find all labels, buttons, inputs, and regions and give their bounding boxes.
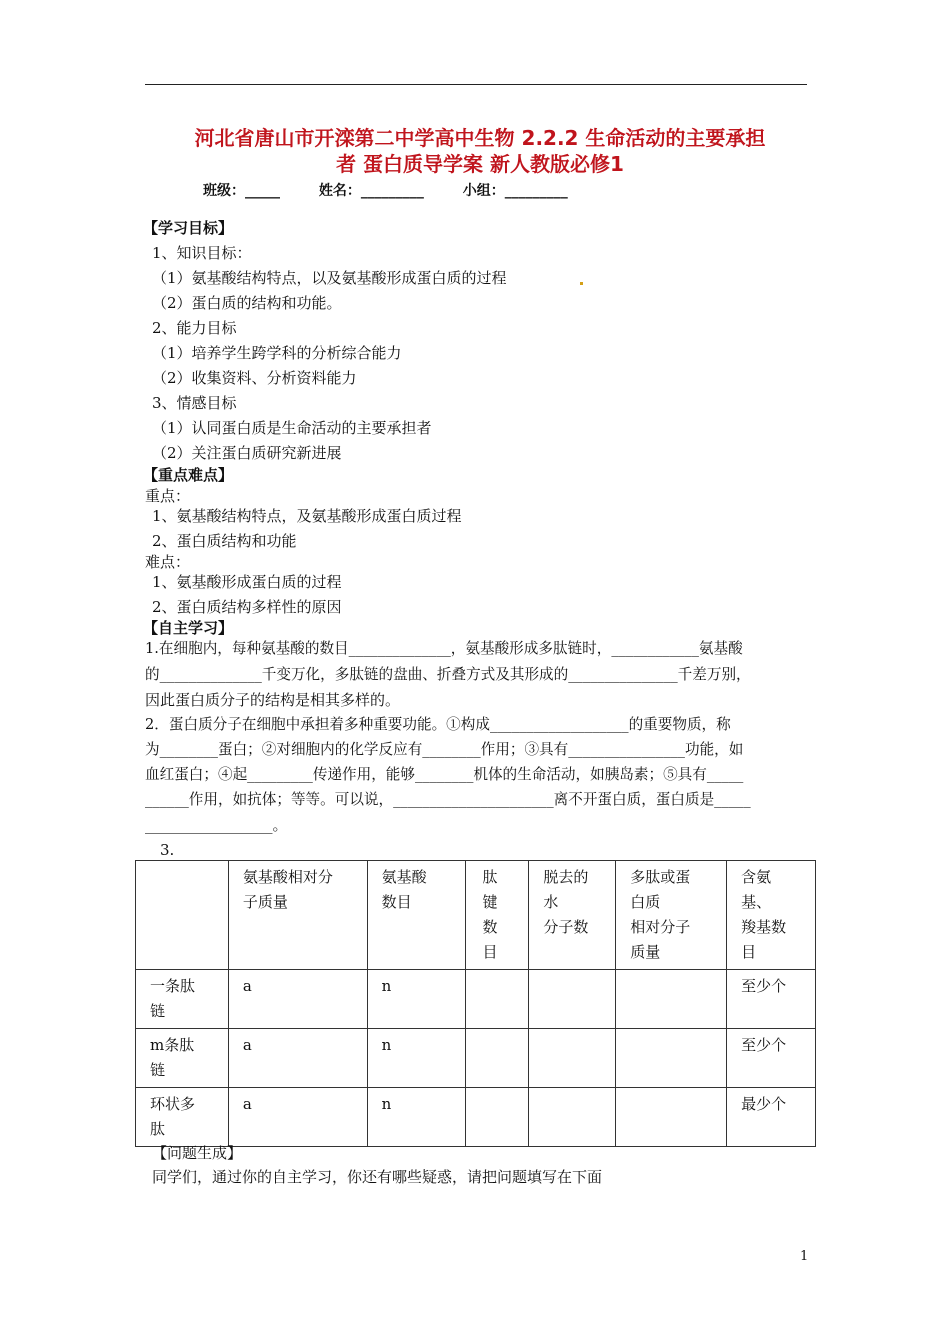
keypoints-line: 难点： [145, 553, 191, 571]
selfstudy-line: 因此蛋白质分子的结构是相其多样的。 [145, 691, 401, 709]
table-header-cell: 含氨 基、 羧基数 目 [727, 861, 816, 970]
table-cell: a [228, 1029, 367, 1088]
table-cell [616, 1088, 727, 1147]
objectives-line: 3、情感目标 [152, 394, 237, 412]
table-cell: n [367, 1088, 466, 1147]
table-row [136, 1029, 816, 1088]
table-header-row [136, 861, 816, 970]
table-cell: 环状多 肽 [136, 1088, 229, 1147]
objectives-heading: 【学习目标】 [143, 219, 234, 237]
top-rule [145, 84, 807, 85]
table-cell: a [228, 1088, 367, 1147]
group-field: 小组：_________ [462, 183, 568, 199]
stray-mark [580, 282, 583, 285]
questions-heading: 【问题生成】 [152, 1144, 243, 1162]
selfstudy-line: 3. [160, 841, 175, 859]
table-header-cell: 氨基酸相对分 子质量 [228, 861, 367, 970]
table-cell: m条肽 链 [136, 1029, 229, 1088]
table-cell: 至少个 [727, 1029, 816, 1088]
keypoints-line: 重点： [145, 487, 191, 505]
table-cell: n [367, 1029, 466, 1088]
selfstudy-line: 为________蛋白；②对细胞内的化学反应有________作用；③具有________________功能，如 [145, 741, 744, 758]
objectives-line: （2）收集资料、分析资料能力 [152, 369, 357, 387]
table-cell [616, 1029, 727, 1088]
objectives-line: （1）培养学生跨学科的分析综合能力 [152, 344, 402, 362]
selfstudy-line: _________________。 [145, 816, 288, 834]
objectives-line: （2）蛋白质的结构和功能。 [152, 294, 342, 312]
selfstudy-heading: 【自主学习】 [143, 619, 234, 637]
table-header-cell: 脱去的 水 分子数 [529, 861, 616, 970]
name-field: 姓名：_________ [318, 183, 424, 199]
table-cell [466, 1029, 529, 1088]
selfstudy-line: 血红蛋白；④起_________传递作用，能够________机体的生命活动，如胰岛素；⑤具有_____ [145, 766, 744, 783]
table-cell: 最少个 [727, 1088, 816, 1147]
table-cell: 一条肽 链 [136, 970, 229, 1029]
selfstudy-line: ______作用，如抗体；等等。可以说，______________________离不开蛋白质，蛋白质是_____ [145, 791, 751, 808]
table-header-cell: 肽 键 数 目 [466, 861, 529, 970]
keypoints-line: 1、氨基酸形成蛋白质的过程 [152, 573, 342, 591]
questions-text: 同学们，通过你的自主学习，你还有哪些疑惑，请把问题填写在下面 [152, 1168, 603, 1186]
keypoints-line: 1、氨基酸结构特点，及氨基酸形成蛋白质过程 [152, 507, 462, 525]
objectives-line: （1）认同蛋白质是生命活动的主要承担者 [152, 419, 432, 437]
keypoints-heading: 【重点难点】 [143, 466, 234, 484]
table-cell [616, 970, 727, 1029]
table-cell: 至少个 [727, 970, 816, 1029]
table-cell [529, 1029, 616, 1088]
table-header-cell [136, 861, 229, 970]
table-cell: a [228, 970, 367, 1029]
class-field: 班级：_____ [203, 183, 280, 199]
table-cell [466, 1088, 529, 1147]
student-info [203, 180, 568, 200]
page-number: 1 [800, 1249, 809, 1264]
table-cell [529, 1088, 616, 1147]
selfstudy-line: 1.在细胞内，每种氨基酸的数目______________，氨基酸形成多肽链时，____________氨基酸 [145, 640, 743, 657]
objectives-line: 1、知识目标： [152, 244, 252, 262]
table-cell: n [367, 970, 466, 1029]
objectives-line: 2、能力目标 [152, 319, 237, 337]
table-header-cell: 多肽或蛋 白质 相对分子 质量 [616, 861, 727, 970]
selfstudy-line: 2．蛋白质分子在细胞中承担着多种重要功能。①构成___________________的重要物质，称 [145, 716, 731, 733]
amino-acid-table [135, 860, 816, 1147]
table-cell [529, 970, 616, 1029]
keypoints-line: 2、蛋白质结构多样性的原因 [152, 598, 342, 616]
objectives-line: （2）关注蛋白质研究新进展 [152, 444, 342, 462]
doc-title-line1: 河北省唐山市开滦第二中学高中生物 2.2.2 生命活动的主要承担 [194, 126, 766, 150]
keypoints-line: 2、蛋白质结构和功能 [152, 532, 297, 550]
selfstudy-line: 的______________千变万化，多肽链的盘曲、折叠方式及其形成的_______________千差万别， [145, 666, 751, 683]
doc-title-line2: 者 蛋白质导学案 新人教版必修1 [336, 152, 624, 176]
table-header-cell: 氨基酸 数目 [367, 861, 466, 970]
table-cell [466, 970, 529, 1029]
objectives-line: （1）氨基酸结构特点，以及氨基酸形成蛋白质的过程 [152, 269, 507, 287]
table-row [136, 970, 816, 1029]
table-row [136, 1088, 816, 1147]
